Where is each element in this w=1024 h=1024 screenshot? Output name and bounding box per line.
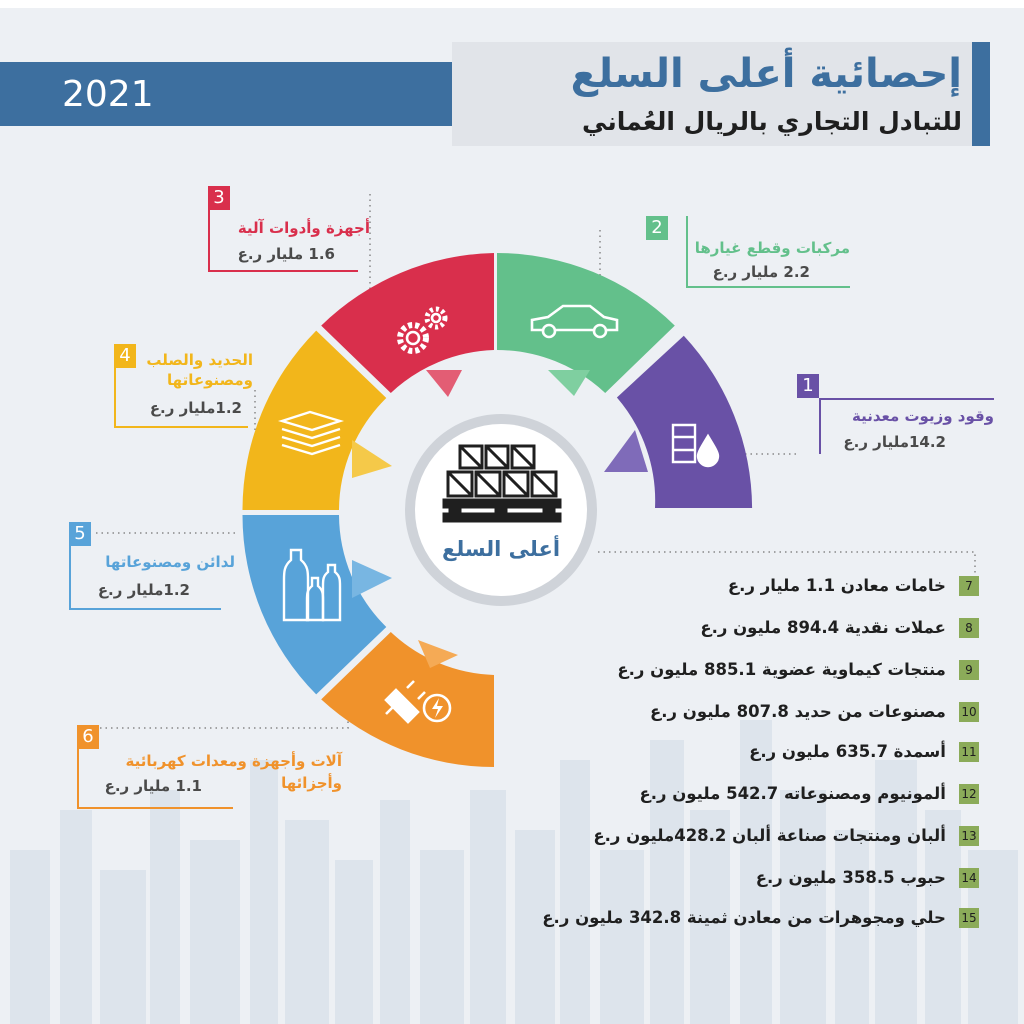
category-name-6: آلات وأجهزة ومعدات كهربائية وأجزائها [125, 752, 342, 792]
list-item-text: عملات نقدية 894.4 مليون ر.ع [700, 618, 946, 637]
rank-badge-4: 4 [114, 344, 136, 368]
category-name-2: مركبات وقطع غيارها [694, 239, 850, 257]
label-underline-5 [69, 608, 221, 610]
list-item-rank: 10 [959, 702, 979, 722]
label-rule-6 [77, 725, 79, 809]
list-item-text: مصنوعات من حديد 807.8 مليون ر.ع [649, 702, 946, 721]
list-item [700, 615, 979, 641]
label-underline-4 [114, 426, 248, 428]
year-label: 2021 [62, 74, 154, 115]
label-underline-6 [77, 807, 233, 809]
label-rule-3 [208, 186, 210, 272]
label-underline-1 [819, 398, 994, 400]
center-badge [405, 414, 597, 606]
category-value-3: 1.6 مليار ر.ع [237, 245, 335, 263]
category-name-1: وقود وزيوت معدنية [851, 407, 994, 425]
label-underline-2 [686, 286, 850, 288]
list-item-rank: 14 [959, 868, 979, 888]
rank-badge-1: 1 [797, 374, 819, 398]
list-item-text: ألمونيوم ومصنوعاته 542.7 مليون ر.ع [639, 784, 946, 803]
rank-badge-5: 5 [69, 522, 91, 546]
list-item [639, 781, 979, 807]
list-item-text: خامات معادن 1.1 مليار ر.ع [727, 576, 946, 595]
label-underline-3 [208, 270, 358, 272]
list-item-rank: 9 [959, 660, 979, 680]
list-item-rank: 12 [959, 784, 979, 804]
list-item-text: حلي ومجوهرات من معادن ثمينة 342.8 مليون ر.ع [542, 908, 946, 927]
category-value-6: 1.1 مليار ر.ع [104, 777, 202, 795]
list-item-text: أسمدة 635.7 مليون ر.ع [749, 742, 946, 761]
rank-badge-6: 6 [77, 725, 99, 749]
category-value-4: 1.2مليار ر.ع [149, 399, 242, 417]
list-item [542, 905, 979, 931]
page-title: إحصائية أعلى السلع [570, 51, 962, 97]
list-item-text: ألبان ومنتجات صناعة ألبان 428.2مليون ر.ع [593, 826, 946, 845]
category-name-5: لدائن ومصنوعاتها [105, 553, 235, 571]
rank-badge-3: 3 [208, 186, 230, 210]
label-rule-5 [69, 522, 71, 610]
list-item-rank: 13 [959, 826, 979, 846]
list-item-rank: 7 [959, 576, 979, 596]
list-item [749, 739, 979, 765]
list-item-text: حبوب 358.5 مليون ر.ع [755, 868, 946, 887]
list-item-text: منتجات كيماوية عضوية 885.1 مليون ر.ع [617, 660, 946, 679]
center-label: أعلى السلع [441, 537, 561, 561]
category-value-2: 2.2 مليار ر.ع [712, 263, 810, 281]
label-rule-4 [114, 344, 116, 428]
page-subtitle: للتبادل التجاري بالريال العُماني [582, 107, 962, 136]
list-item [728, 573, 979, 599]
list-item-rank: 11 [959, 742, 979, 762]
list-item [756, 865, 979, 891]
list-item-rank: 8 [959, 618, 979, 638]
list-item-rank: 15 [959, 908, 979, 928]
category-name-4: الحديد والصلب ومصنوعاتها [146, 351, 253, 389]
category-value-5: 1.2مليار ر.ع [97, 581, 190, 599]
list-item [650, 699, 979, 725]
list-item [593, 823, 979, 849]
list-item [617, 657, 979, 683]
rank-badge-2: 2 [646, 216, 668, 240]
category-value-1: 14.2مليار ر.ع [843, 433, 946, 451]
category-name-3: أجهزة وأدوات آلية [237, 219, 370, 237]
